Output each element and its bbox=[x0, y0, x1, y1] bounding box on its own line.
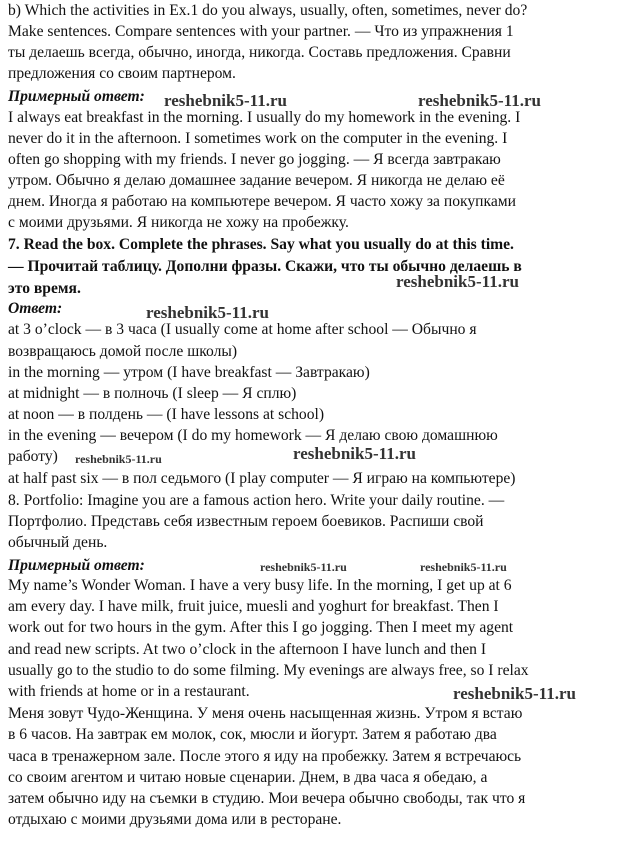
text-line: at half past six — в пол седьмого (I play computer — Я играю на компьютере) bbox=[8, 470, 516, 487]
text-line: возвращаюсь домой после школы) bbox=[8, 343, 238, 360]
watermark: reshebnik5-11.ru bbox=[420, 560, 507, 574]
exercise-7-heading: 7. Read the box. Complete the phrases. Say what you usually do at this time. bbox=[8, 236, 514, 253]
text-line: Make sentences. Compare sentences with your partner. — Что из упражнения 1 bbox=[8, 23, 514, 40]
watermark: reshebnik5-11.ru bbox=[75, 452, 162, 466]
watermark: reshebnik5-11.ru bbox=[260, 560, 347, 574]
text-line: ты делаешь всегда, обычно, иногда, никогда. Составь предложения. Сравни bbox=[8, 44, 511, 61]
text-line: work out for two hours in the gym. After this I go jogging. Then I meet my agent bbox=[8, 619, 514, 636]
text-line: днем. Иногда я работаю на компьютере вечером. Я часто хожу за покупками bbox=[8, 193, 516, 210]
text-line: in the evening — вечером (I do my homework — Я делаю свою домашнюю bbox=[8, 427, 498, 444]
text-line: часа в тренажерном зале. После этого я иду на пробежку. Затем я встречаюсь bbox=[8, 748, 522, 765]
text-line: предложения со своим партнером. bbox=[8, 65, 236, 82]
text-line: at 3 o’clock — в 3 часа (I usually come at home after school — Обычно я bbox=[8, 321, 477, 338]
text-line: My name’s Wonder Woman. I have a very busy life. In the morning, I get up at 6 bbox=[8, 577, 512, 594]
watermark: reshebnik5-11.ru bbox=[293, 444, 416, 463]
example-answer-heading: Примерный ответ: bbox=[8, 88, 145, 105]
exercise-8-heading: 8. Portfolio: Imagine you are a famous action hero. Write your daily routine. — bbox=[8, 492, 505, 509]
text-line: Портфолио. Представь себя известным героем боевиков. Распиши свой bbox=[8, 513, 484, 530]
text-line: утром. Обычно я делаю домашнее задание вечером. Я никогда не делаю её bbox=[8, 172, 505, 189]
text-line: со своим агентом и читаю новые сценарии. Днем, в два часа я обедаю, а bbox=[8, 769, 488, 786]
watermark: reshebnik5-11.ru bbox=[453, 684, 576, 703]
text-line: затем обычно иду на съемки в студию. Мои вечера обычно свободы, так что я bbox=[8, 790, 526, 807]
text-line: at noon — в полдень — (I have lessons at school) bbox=[8, 406, 325, 423]
text-line: in the morning — утром (I have breakfast — Завтракаю) bbox=[8, 364, 370, 381]
text-line: b) Which the activities in Ex.1 do you always, usually, often, sometimes, never do? bbox=[8, 2, 528, 19]
watermark: reshebnik5-11.ru bbox=[396, 272, 519, 291]
text-line: обычный день. bbox=[8, 534, 108, 551]
text-line: with friends at home or in a restaurant. bbox=[8, 683, 250, 700]
example-answer-heading: Примерный ответ: bbox=[8, 557, 145, 574]
text-line: usually go to the studio to do some filming. My evenings are always free, so I relax bbox=[8, 662, 529, 679]
text-line: and read new scripts. At two o’clock in the afternoon I have lunch and then I bbox=[8, 641, 487, 658]
text-line: never do it in the afternoon. I sometimes work on the computer in the evening. I bbox=[8, 130, 508, 147]
exercise-7-heading-ru: — Прочитай таблицу. Дополни фразы. Скажи, что ты обычно делаешь в bbox=[8, 258, 522, 275]
text-line: at midnight — в полночь (I sleep — Я сплю) bbox=[8, 385, 297, 402]
text-line: am every day. I have milk, fruit juice, muesli and yoghurt for breakfast. Then I bbox=[8, 598, 499, 615]
watermark: reshebnik5-11.ru bbox=[418, 91, 541, 110]
exercise-7-heading-ru: это время. bbox=[8, 280, 81, 297]
text-line: с моими друзьями. Я никогда не хожу на пробежку. bbox=[8, 214, 349, 231]
text-line: often go shopping with my friends. I never go jogging. — Я всегда завтракаю bbox=[8, 151, 501, 168]
text-line: в 6 часов. На завтрак ем молок, сок, мюсли и йогурт. Затем я работаю два bbox=[8, 726, 497, 743]
watermark: reshebnik5-11.ru bbox=[146, 303, 269, 322]
answer-heading: Ответ: bbox=[8, 300, 63, 317]
text-line: отдыхаю с моими друзьями дома или в ресторане. bbox=[8, 811, 342, 828]
text-line: работу) bbox=[8, 448, 58, 465]
text-line: I always eat breakfast in the morning. I usually do my homework in the evening. I bbox=[8, 109, 521, 126]
watermark: reshebnik5-11.ru bbox=[164, 91, 287, 110]
text-line: Меня зовут Чудо-Женщина. У меня очень насыщенная жизнь. Утром я встаю bbox=[8, 705, 523, 722]
